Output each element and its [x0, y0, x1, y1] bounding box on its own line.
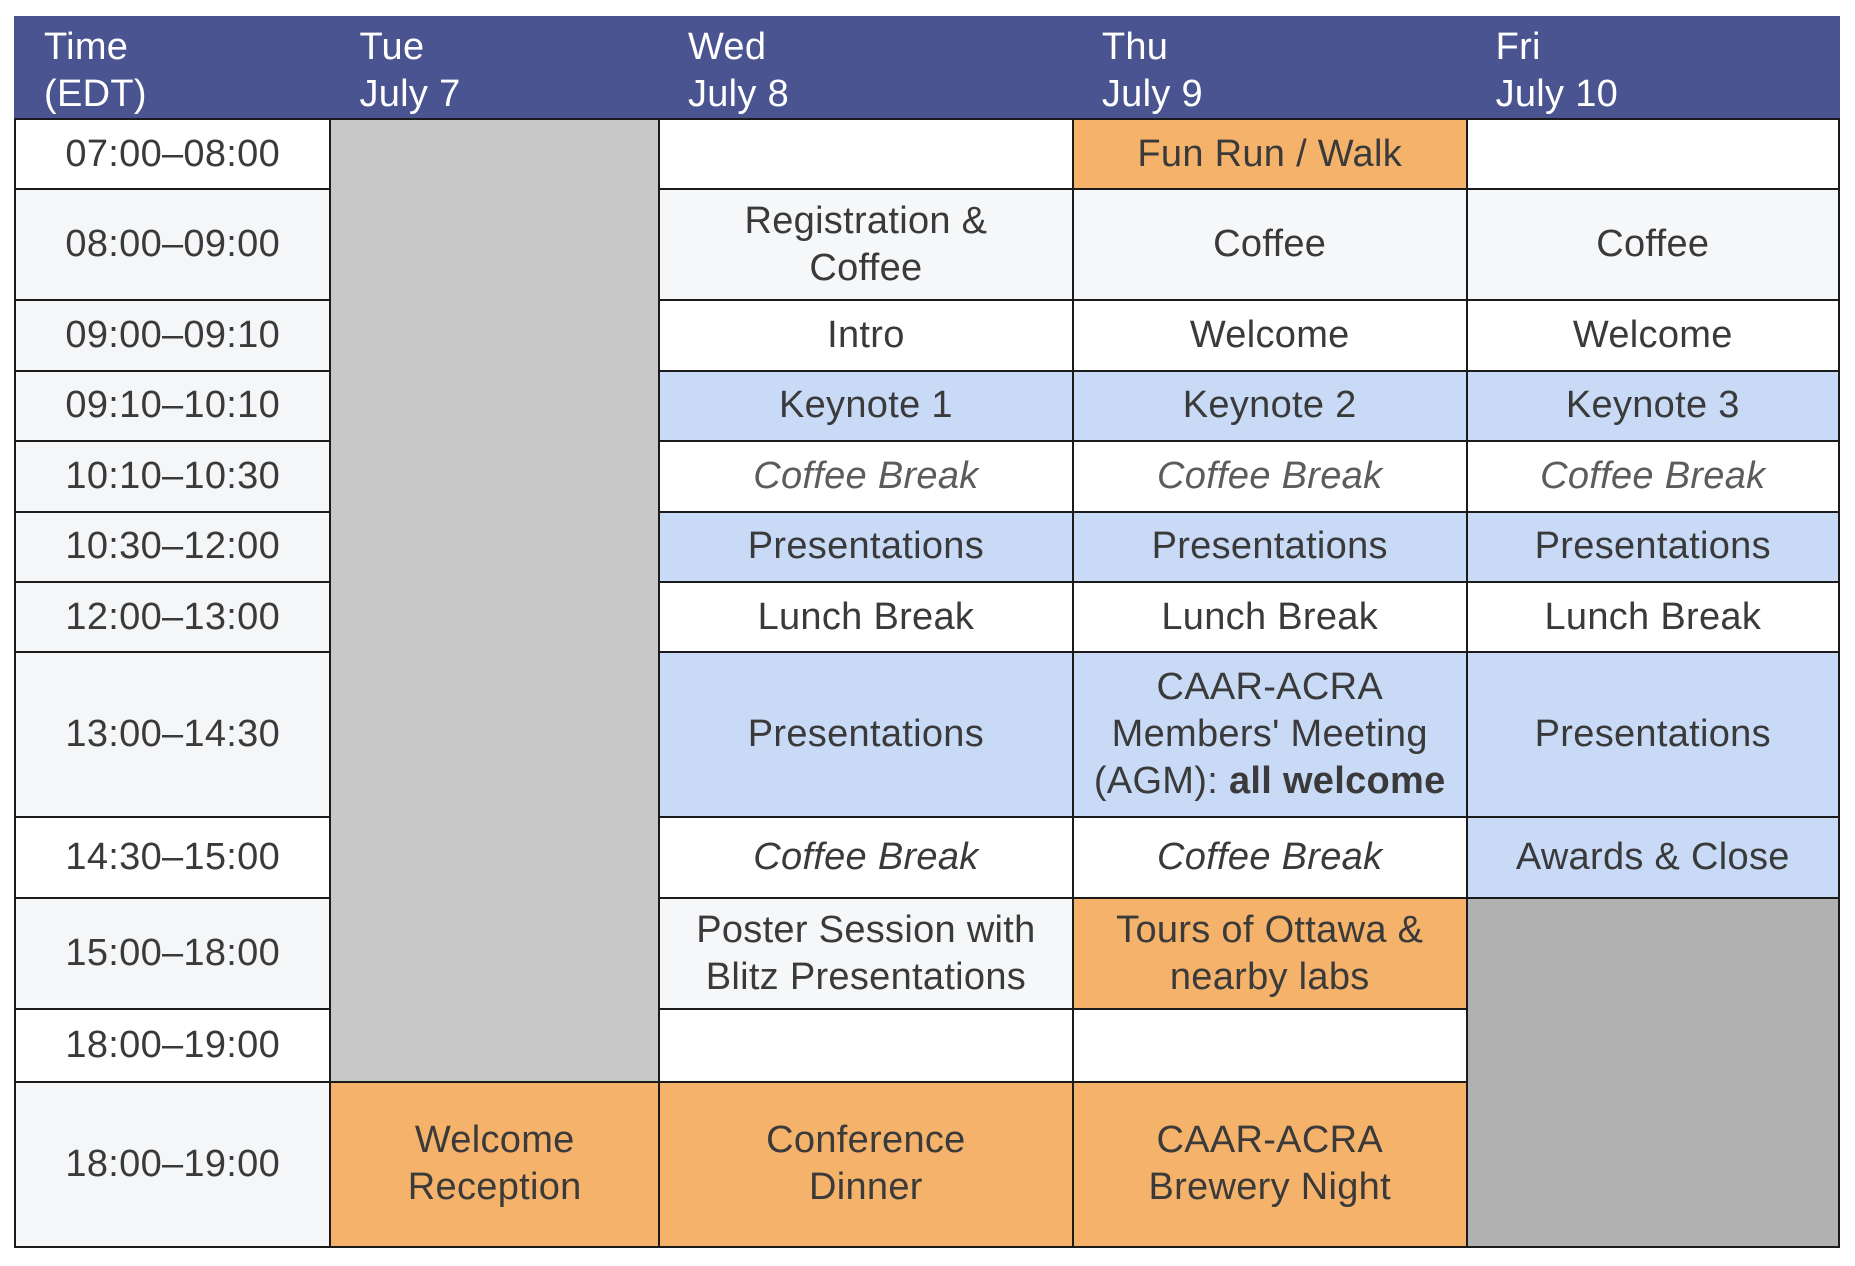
header-fri: Fri July 10 — [1467, 17, 1839, 119]
tue-blocked-cell — [330, 119, 659, 1082]
thu-lunch: Lunch Break — [1073, 582, 1467, 652]
time-slot: 12:00–13:00 — [15, 582, 330, 652]
header-time: Time (EDT) — [15, 17, 330, 119]
table-row — [15, 119, 1839, 189]
header-wed: Wed July 8 — [659, 17, 1073, 119]
fri-welcome: Welcome — [1467, 300, 1839, 370]
time-slot: 07:00–08:00 — [15, 119, 330, 189]
fri-presentations-pm: Presentations — [1467, 652, 1839, 817]
fri-presentations-am: Presentations — [1467, 512, 1839, 582]
header-thu: Thu July 9 — [1073, 17, 1467, 119]
thu-presentations-am: Presentations — [1073, 512, 1467, 582]
table-row — [15, 512, 1839, 582]
time-slot: 09:10–10:10 — [15, 371, 330, 441]
thu-welcome: Welcome — [1073, 300, 1467, 370]
time-slot: 18:00–19:00 — [15, 1009, 330, 1082]
fri-awards: Awards & Close — [1467, 817, 1839, 898]
wed-presentations-am: Presentations — [659, 512, 1073, 582]
wed-coffee-break-am: Coffee Break — [659, 441, 1073, 511]
agm-emphasis: all welcome — [1228, 760, 1446, 803]
tue-welcome-reception: Welcome Reception — [330, 1082, 659, 1247]
header-row — [15, 17, 1839, 119]
fri-empty-cell — [1467, 119, 1839, 189]
thu-coffee-break-pm: Coffee Break — [1073, 817, 1467, 898]
header-tue: Tue July 7 — [330, 17, 659, 119]
wed-presentations-pm: Presentations — [659, 652, 1073, 817]
thu-coffee-break-am: Coffee Break — [1073, 441, 1467, 511]
thu-fun-run: Fun Run / Walk — [1073, 119, 1467, 189]
thu-coffee: Coffee — [1073, 189, 1467, 300]
fri-lunch: Lunch Break — [1467, 582, 1839, 652]
wed-keynote: Keynote 1 — [659, 371, 1073, 441]
time-slot: 08:00–09:00 — [15, 189, 330, 300]
table-row — [15, 371, 1839, 441]
table-row — [15, 817, 1839, 898]
fri-coffee-break-am: Coffee Break — [1467, 441, 1839, 511]
time-slot: 10:30–12:00 — [15, 512, 330, 582]
time-slot: 15:00–18:00 — [15, 898, 330, 1009]
fri-blocked-cell — [1467, 898, 1839, 1247]
table-row — [15, 582, 1839, 652]
thu-keynote: Keynote 2 — [1073, 371, 1467, 441]
table-row — [15, 441, 1839, 511]
wed-empty-cell — [659, 119, 1073, 189]
fri-keynote: Keynote 3 — [1467, 371, 1839, 441]
wed-lunch: Lunch Break — [659, 582, 1073, 652]
thu-agm: CAAR-ACRA Members' Meeting (AGM): all welcome — [1073, 652, 1467, 817]
wed-poster-session: Poster Session with Blitz Presentations — [659, 898, 1073, 1009]
wed-intro: Intro — [659, 300, 1073, 370]
table-row — [15, 189, 1839, 300]
wed-conference-dinner: Conference Dinner — [659, 1082, 1073, 1247]
table-row — [15, 652, 1839, 817]
fri-coffee: Coffee — [1467, 189, 1839, 300]
time-slot: 14:30–15:00 — [15, 817, 330, 898]
table-row — [15, 898, 1839, 1009]
time-slot: 18:00–19:00 — [15, 1082, 330, 1247]
thu-brewery-night: CAAR-ACRA Brewery Night — [1073, 1082, 1467, 1247]
wed-registration: Registration & Coffee — [659, 189, 1073, 300]
time-slot: 09:00–09:10 — [15, 300, 330, 370]
time-slot: 13:00–14:30 — [15, 652, 330, 817]
schedule-table — [14, 16, 1840, 1248]
wed-coffee-break-pm: Coffee Break — [659, 817, 1073, 898]
thu-empty-evening — [1073, 1009, 1467, 1082]
time-slot: 10:10–10:30 — [15, 441, 330, 511]
thu-tours: Tours of Ottawa & nearby labs — [1073, 898, 1467, 1009]
table-row — [15, 300, 1839, 370]
wed-empty-evening — [659, 1009, 1073, 1082]
